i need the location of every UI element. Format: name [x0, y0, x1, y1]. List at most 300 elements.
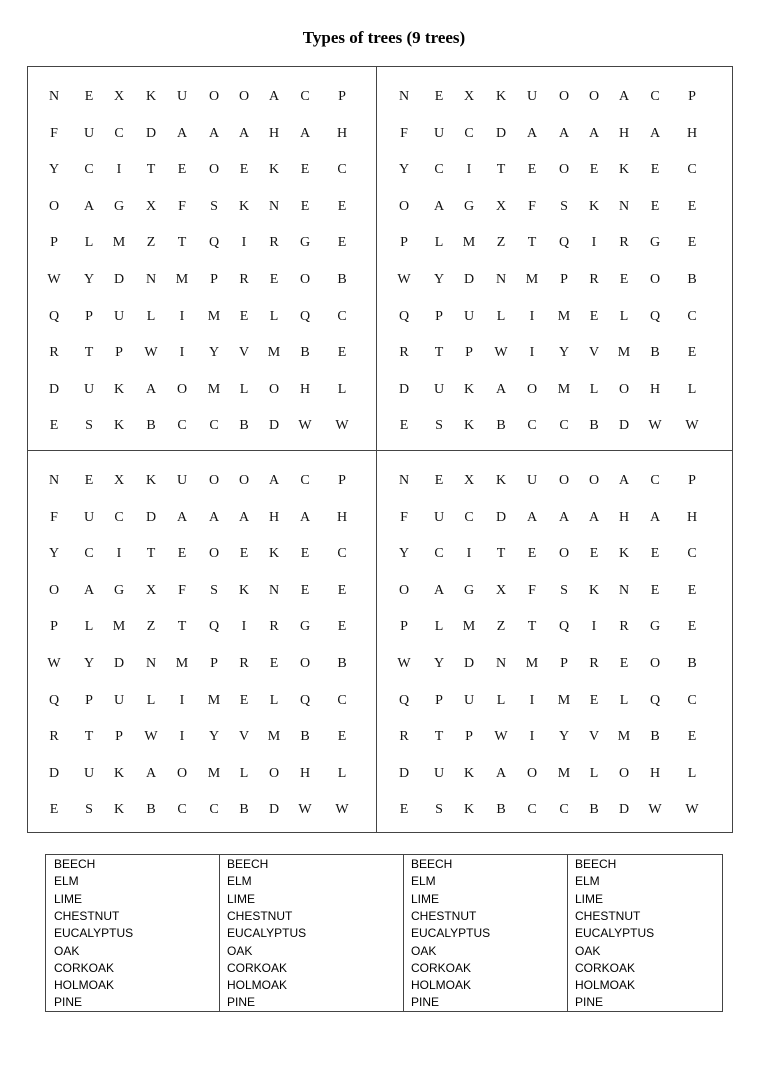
- grid-letter[interactable]: E: [177, 162, 187, 178]
- grid-letter[interactable]: M: [617, 729, 631, 745]
- grid-letter[interactable]: A: [649, 125, 661, 141]
- grid-letter[interactable]: O: [48, 582, 60, 598]
- grid-letter[interactable]: E: [337, 345, 347, 361]
- grid-letter[interactable]: Z: [146, 235, 156, 251]
- grid-letter[interactable]: L: [84, 235, 94, 251]
- grid-letter[interactable]: E: [687, 619, 697, 635]
- grid-letter[interactable]: A: [299, 509, 311, 525]
- grid-letter[interactable]: M: [175, 272, 189, 287]
- grid-letter[interactable]: D: [398, 381, 410, 397]
- grid-letter[interactable]: S: [435, 802, 443, 818]
- grid-letter[interactable]: P: [465, 345, 473, 361]
- grid-letter[interactable]: U: [526, 473, 538, 488]
- grid-letter[interactable]: E: [337, 198, 347, 214]
- grid-letter[interactable]: E: [239, 692, 249, 708]
- grid-letter[interactable]: W: [335, 802, 349, 818]
- grid-letter[interactable]: Y: [83, 272, 95, 287]
- grid-letter[interactable]: C: [464, 509, 474, 525]
- grid-letter[interactable]: T: [496, 162, 506, 178]
- grid-letter[interactable]: F: [528, 198, 536, 214]
- grid-letter[interactable]: M: [267, 729, 281, 745]
- grid-letter[interactable]: Z: [496, 619, 506, 635]
- grid-letter[interactable]: U: [463, 308, 475, 324]
- grid-letter[interactable]: N: [145, 272, 157, 287]
- grid-letter[interactable]: D: [48, 381, 60, 397]
- grid-letter[interactable]: B: [650, 729, 660, 745]
- grid-letter[interactable]: I: [529, 345, 535, 361]
- grid-letter[interactable]: L: [434, 235, 444, 251]
- grid-letter[interactable]: K: [113, 765, 125, 781]
- grid-letter[interactable]: S: [560, 582, 568, 598]
- grid-letter[interactable]: M: [112, 619, 126, 635]
- grid-letter[interactable]: C: [177, 802, 187, 818]
- grid-letter[interactable]: M: [207, 308, 221, 324]
- grid-letter[interactable]: U: [433, 125, 445, 141]
- grid-letter[interactable]: F: [400, 125, 408, 141]
- grid-letter[interactable]: X: [145, 582, 157, 598]
- grid-letter[interactable]: O: [618, 765, 630, 781]
- grid-letter[interactable]: D: [48, 765, 60, 781]
- grid-letter[interactable]: A: [176, 509, 188, 525]
- grid-letter[interactable]: C: [84, 162, 94, 178]
- grid-letter[interactable]: I: [529, 308, 535, 324]
- grid-letter[interactable]: Y: [208, 729, 220, 745]
- grid-letter[interactable]: A: [618, 473, 630, 488]
- grid-letter[interactable]: I: [179, 692, 185, 708]
- grid-letter[interactable]: I: [466, 546, 472, 562]
- grid-letter[interactable]: U: [433, 509, 445, 525]
- grid-letter[interactable]: D: [398, 765, 410, 781]
- grid-letter[interactable]: I: [179, 729, 185, 745]
- grid-letter[interactable]: H: [299, 381, 311, 397]
- grid-letter[interactable]: N: [268, 582, 280, 598]
- grid-letter[interactable]: O: [526, 765, 538, 781]
- grid-letter[interactable]: U: [113, 692, 125, 708]
- grid-letter[interactable]: K: [268, 546, 280, 562]
- grid-letter[interactable]: S: [85, 802, 93, 818]
- grid-letter[interactable]: O: [208, 89, 220, 104]
- grid-letter[interactable]: E: [300, 582, 310, 598]
- grid-letter[interactable]: P: [115, 345, 123, 361]
- grid-letter[interactable]: C: [114, 509, 124, 525]
- grid-letter[interactable]: P: [465, 729, 473, 745]
- grid-letter[interactable]: O: [398, 582, 410, 598]
- grid-letter[interactable]: O: [268, 765, 280, 781]
- grid-letter[interactable]: E: [337, 729, 347, 745]
- grid-letter[interactable]: O: [588, 473, 600, 488]
- grid-letter[interactable]: O: [299, 272, 311, 287]
- grid-letter[interactable]: E: [589, 162, 599, 178]
- grid-letter[interactable]: E: [300, 162, 310, 178]
- grid-letter[interactable]: T: [434, 729, 444, 745]
- grid-letter[interactable]: Q: [558, 619, 570, 635]
- grid-letter[interactable]: E: [239, 162, 249, 178]
- grid-letter[interactable]: G: [463, 582, 475, 598]
- grid-letter[interactable]: G: [463, 198, 475, 214]
- grid-letter[interactable]: L: [619, 308, 629, 324]
- grid-letter[interactable]: I: [241, 619, 247, 635]
- grid-letter[interactable]: K: [238, 582, 250, 598]
- grid-letter[interactable]: R: [49, 345, 59, 361]
- grid-letter[interactable]: P: [688, 473, 696, 488]
- grid-letter[interactable]: U: [83, 381, 95, 397]
- grid-letter[interactable]: Q: [649, 308, 661, 324]
- grid-letter[interactable]: K: [238, 198, 250, 214]
- grid-letter[interactable]: W: [298, 802, 312, 818]
- grid-letter[interactable]: H: [336, 125, 348, 141]
- grid-letter[interactable]: E: [589, 308, 599, 324]
- grid-letter[interactable]: M: [525, 272, 539, 287]
- grid-letter[interactable]: R: [399, 345, 409, 361]
- grid-letter[interactable]: O: [588, 89, 600, 104]
- grid-letter[interactable]: H: [686, 125, 698, 141]
- grid-letter[interactable]: Y: [558, 729, 570, 745]
- grid-letter[interactable]: A: [588, 125, 600, 141]
- grid-letter[interactable]: Q: [208, 619, 220, 635]
- grid-letter[interactable]: A: [588, 509, 600, 525]
- grid-letter[interactable]: Y: [83, 656, 95, 671]
- grid-letter[interactable]: E: [177, 546, 187, 562]
- grid-letter[interactable]: T: [146, 162, 156, 178]
- grid-letter[interactable]: K: [463, 765, 475, 781]
- grid-letter[interactable]: R: [589, 656, 599, 671]
- grid-letter[interactable]: I: [116, 162, 122, 178]
- grid-letter[interactable]: P: [400, 235, 408, 251]
- grid-letter[interactable]: C: [114, 125, 124, 141]
- grid-letter[interactable]: U: [463, 692, 475, 708]
- grid-letter[interactable]: S: [560, 198, 568, 214]
- grid-letter[interactable]: B: [239, 418, 249, 434]
- grid-letter[interactable]: H: [268, 125, 280, 141]
- grid-letter[interactable]: F: [528, 582, 536, 598]
- grid-letter[interactable]: B: [300, 345, 310, 361]
- grid-letter[interactable]: E: [589, 692, 599, 708]
- grid-letter[interactable]: I: [241, 235, 247, 251]
- grid-letter[interactable]: L: [337, 381, 347, 397]
- grid-letter[interactable]: M: [207, 381, 221, 397]
- grid-letter[interactable]: I: [116, 546, 122, 562]
- grid-letter[interactable]: W: [47, 272, 61, 287]
- grid-letter[interactable]: U: [433, 765, 445, 781]
- grid-letter[interactable]: Y: [558, 345, 570, 361]
- grid-letter[interactable]: N: [48, 89, 60, 104]
- grid-letter[interactable]: N: [495, 272, 507, 287]
- grid-letter[interactable]: W: [298, 418, 312, 434]
- grid-letter[interactable]: L: [337, 765, 347, 781]
- grid-letter[interactable]: M: [175, 656, 189, 671]
- grid-letter[interactable]: E: [589, 546, 599, 562]
- grid-letter[interactable]: P: [85, 692, 93, 708]
- grid-letter[interactable]: Q: [299, 308, 311, 324]
- grid-letter[interactable]: Y: [398, 546, 410, 562]
- grid-letter[interactable]: I: [466, 162, 472, 178]
- grid-letter[interactable]: P: [338, 473, 346, 488]
- grid-letter[interactable]: D: [495, 509, 507, 525]
- grid-letter[interactable]: C: [434, 162, 444, 178]
- grid-letter[interactable]: D: [618, 418, 630, 434]
- grid-letter[interactable]: P: [688, 89, 696, 104]
- grid-letter[interactable]: E: [687, 582, 697, 598]
- grid-letter[interactable]: A: [238, 509, 250, 525]
- grid-letter[interactable]: I: [529, 692, 535, 708]
- grid-letter[interactable]: O: [558, 546, 570, 562]
- grid-letter[interactable]: I: [529, 729, 535, 745]
- grid-letter[interactable]: L: [269, 308, 279, 324]
- grid-letter[interactable]: A: [208, 509, 220, 525]
- grid-letter[interactable]: O: [208, 162, 220, 178]
- grid-letter[interactable]: Y: [48, 162, 60, 178]
- grid-letter[interactable]: O: [398, 198, 410, 214]
- grid-letter[interactable]: L: [687, 765, 697, 781]
- grid-letter[interactable]: B: [337, 656, 347, 671]
- grid-letter[interactable]: P: [85, 308, 93, 324]
- grid-letter[interactable]: E: [650, 582, 660, 598]
- grid-letter[interactable]: Y: [48, 546, 60, 562]
- grid-letter[interactable]: O: [208, 546, 220, 562]
- grid-letter[interactable]: G: [113, 198, 125, 214]
- grid-letter[interactable]: Q: [299, 692, 311, 708]
- grid-letter[interactable]: W: [335, 418, 349, 434]
- grid-letter[interactable]: F: [50, 125, 58, 141]
- grid-letter[interactable]: A: [526, 125, 538, 141]
- grid-letter[interactable]: A: [558, 509, 570, 525]
- grid-letter[interactable]: Z: [146, 619, 156, 635]
- grid-letter[interactable]: L: [589, 765, 599, 781]
- grid-letter[interactable]: V: [588, 345, 600, 361]
- grid-letter[interactable]: A: [526, 509, 538, 525]
- grid-letter[interactable]: Q: [649, 692, 661, 708]
- grid-letter[interactable]: R: [399, 729, 409, 745]
- grid-letter[interactable]: Y: [433, 656, 445, 671]
- grid-letter[interactable]: I: [591, 619, 597, 635]
- grid-letter[interactable]: K: [113, 802, 125, 818]
- grid-letter[interactable]: R: [239, 656, 249, 671]
- grid-letter[interactable]: M: [112, 235, 126, 251]
- grid-letter[interactable]: O: [618, 381, 630, 397]
- grid-letter[interactable]: G: [299, 235, 311, 251]
- grid-letter[interactable]: T: [84, 345, 94, 361]
- grid-letter[interactable]: T: [84, 729, 94, 745]
- grid-letter[interactable]: E: [527, 162, 537, 178]
- grid-letter[interactable]: L: [84, 619, 94, 635]
- grid-letter[interactable]: N: [268, 198, 280, 214]
- grid-letter[interactable]: O: [268, 381, 280, 397]
- grid-letter[interactable]: L: [269, 692, 279, 708]
- grid-letter[interactable]: E: [300, 546, 310, 562]
- grid-letter[interactable]: N: [48, 473, 60, 488]
- grid-letter[interactable]: T: [527, 235, 537, 251]
- grid-letter[interactable]: U: [176, 473, 188, 488]
- grid-letter[interactable]: X: [113, 473, 125, 488]
- grid-letter[interactable]: E: [434, 89, 444, 104]
- grid-letter[interactable]: Z: [496, 235, 506, 251]
- grid-letter[interactable]: E: [687, 729, 697, 745]
- grid-letter[interactable]: K: [113, 418, 125, 434]
- grid-letter[interactable]: C: [84, 546, 94, 562]
- grid-letter[interactable]: O: [238, 473, 250, 488]
- grid-letter[interactable]: L: [146, 692, 156, 708]
- grid-letter[interactable]: W: [494, 345, 508, 361]
- grid-letter[interactable]: C: [300, 473, 310, 488]
- grid-letter[interactable]: E: [49, 802, 59, 818]
- grid-letter[interactable]: Q: [48, 308, 60, 324]
- grid-letter[interactable]: C: [687, 692, 697, 708]
- grid-letter[interactable]: F: [400, 509, 408, 525]
- grid-letter[interactable]: T: [177, 619, 187, 635]
- grid-letter[interactable]: L: [239, 381, 249, 397]
- grid-letter[interactable]: R: [619, 619, 629, 635]
- grid-letter[interactable]: C: [527, 418, 537, 434]
- grid-letter[interactable]: O: [299, 656, 311, 671]
- grid-letter[interactable]: E: [84, 473, 94, 488]
- grid-letter[interactable]: A: [649, 509, 661, 525]
- grid-letter[interactable]: B: [239, 802, 249, 818]
- grid-letter[interactable]: E: [434, 473, 444, 488]
- grid-letter[interactable]: K: [588, 198, 600, 214]
- grid-letter[interactable]: P: [400, 619, 408, 635]
- grid-letter[interactable]: E: [239, 308, 249, 324]
- grid-letter[interactable]: K: [588, 582, 600, 598]
- grid-letter[interactable]: Q: [48, 692, 60, 708]
- grid-letter[interactable]: K: [145, 89, 157, 104]
- grid-letter[interactable]: W: [685, 802, 699, 818]
- grid-letter[interactable]: T: [177, 235, 187, 251]
- grid-letter[interactable]: O: [649, 272, 661, 287]
- grid-letter[interactable]: E: [687, 235, 697, 251]
- grid-letter[interactable]: E: [300, 198, 310, 214]
- grid-letter[interactable]: E: [619, 656, 629, 671]
- grid-letter[interactable]: U: [83, 765, 95, 781]
- grid-letter[interactable]: W: [685, 418, 699, 434]
- grid-letter[interactable]: C: [650, 473, 660, 488]
- grid-letter[interactable]: T: [146, 546, 156, 562]
- grid-letter[interactable]: X: [495, 582, 507, 598]
- grid-letter[interactable]: N: [618, 582, 630, 598]
- grid-letter[interactable]: M: [267, 345, 281, 361]
- grid-letter[interactable]: P: [560, 272, 568, 287]
- grid-letter[interactable]: P: [115, 729, 123, 745]
- grid-letter[interactable]: Y: [433, 272, 445, 287]
- grid-letter[interactable]: K: [145, 473, 157, 488]
- grid-letter[interactable]: W: [397, 656, 411, 671]
- grid-letter[interactable]: A: [238, 125, 250, 141]
- grid-letter[interactable]: P: [560, 656, 568, 671]
- grid-letter[interactable]: C: [209, 418, 219, 434]
- grid-letter[interactable]: B: [687, 272, 697, 287]
- grid-letter[interactable]: E: [650, 162, 660, 178]
- grid-letter[interactable]: E: [527, 546, 537, 562]
- grid-letter[interactable]: O: [176, 381, 188, 397]
- grid-letter[interactable]: P: [210, 656, 218, 671]
- grid-letter[interactable]: F: [178, 582, 186, 598]
- grid-letter[interactable]: E: [650, 546, 660, 562]
- grid-letter[interactable]: A: [176, 125, 188, 141]
- grid-letter[interactable]: K: [618, 162, 630, 178]
- grid-letter[interactable]: M: [557, 381, 571, 397]
- grid-letter[interactable]: U: [176, 89, 188, 104]
- grid-letter[interactable]: S: [210, 198, 218, 214]
- grid-letter[interactable]: A: [299, 125, 311, 141]
- grid-letter[interactable]: C: [209, 802, 219, 818]
- grid-letter[interactable]: W: [144, 729, 158, 745]
- grid-letter[interactable]: O: [558, 162, 570, 178]
- grid-letter[interactable]: M: [207, 692, 221, 708]
- grid-letter[interactable]: S: [435, 418, 443, 434]
- grid-letter[interactable]: P: [338, 89, 346, 104]
- grid-letter[interactable]: A: [83, 198, 95, 214]
- grid-letter[interactable]: C: [559, 802, 569, 818]
- grid-letter[interactable]: C: [559, 418, 569, 434]
- grid-letter[interactable]: D: [463, 272, 475, 287]
- grid-letter[interactable]: U: [83, 509, 95, 525]
- grid-letter[interactable]: E: [269, 272, 279, 287]
- grid-letter[interactable]: A: [83, 582, 95, 598]
- grid-letter[interactable]: P: [435, 692, 443, 708]
- grid-letter[interactable]: C: [527, 802, 537, 818]
- grid-letter[interactable]: G: [299, 619, 311, 635]
- grid-letter[interactable]: V: [588, 729, 600, 745]
- grid-letter[interactable]: Q: [558, 235, 570, 251]
- grid-letter[interactable]: K: [268, 162, 280, 178]
- grid-letter[interactable]: T: [434, 345, 444, 361]
- grid-letter[interactable]: H: [299, 765, 311, 781]
- grid-letter[interactable]: A: [268, 473, 280, 488]
- grid-letter[interactable]: Y: [208, 345, 220, 361]
- grid-letter[interactable]: A: [433, 198, 445, 214]
- grid-letter[interactable]: M: [557, 308, 571, 324]
- grid-letter[interactable]: K: [463, 381, 475, 397]
- grid-letter[interactable]: W: [397, 272, 411, 287]
- grid-letter[interactable]: L: [434, 619, 444, 635]
- grid-letter[interactable]: C: [337, 308, 347, 324]
- grid-letter[interactable]: C: [687, 546, 697, 562]
- grid-letter[interactable]: A: [618, 89, 630, 104]
- grid-letter[interactable]: A: [145, 765, 157, 781]
- grid-letter[interactable]: P: [435, 308, 443, 324]
- grid-letter[interactable]: H: [649, 381, 661, 397]
- grid-letter[interactable]: H: [618, 509, 630, 525]
- grid-letter[interactable]: A: [433, 582, 445, 598]
- grid-letter[interactable]: R: [239, 272, 249, 287]
- grid-letter[interactable]: R: [269, 235, 279, 251]
- grid-letter[interactable]: A: [268, 89, 280, 104]
- grid-letter[interactable]: C: [337, 692, 347, 708]
- grid-letter[interactable]: H: [686, 509, 698, 525]
- grid-letter[interactable]: E: [337, 582, 347, 598]
- grid-letter[interactable]: W: [648, 418, 662, 434]
- grid-letter[interactable]: A: [495, 381, 507, 397]
- grid-letter[interactable]: L: [496, 692, 506, 708]
- grid-letter[interactable]: E: [269, 656, 279, 671]
- grid-letter[interactable]: Q: [398, 692, 410, 708]
- grid-letter[interactable]: V: [238, 729, 250, 745]
- grid-letter[interactable]: V: [238, 345, 250, 361]
- grid-letter[interactable]: U: [113, 308, 125, 324]
- grid-letter[interactable]: E: [337, 235, 347, 251]
- grid-letter[interactable]: O: [558, 89, 570, 104]
- grid-letter[interactable]: U: [83, 125, 95, 141]
- grid-letter[interactable]: K: [113, 381, 125, 397]
- grid-letter[interactable]: F: [178, 198, 186, 214]
- grid-letter[interactable]: D: [268, 418, 280, 434]
- grid-letter[interactable]: M: [617, 345, 631, 361]
- grid-letter[interactable]: H: [336, 509, 348, 525]
- grid-letter[interactable]: K: [463, 418, 475, 434]
- grid-letter[interactable]: N: [398, 473, 410, 488]
- grid-letter[interactable]: K: [618, 546, 630, 562]
- grid-letter[interactable]: K: [463, 802, 475, 818]
- grid-letter[interactable]: E: [399, 802, 409, 818]
